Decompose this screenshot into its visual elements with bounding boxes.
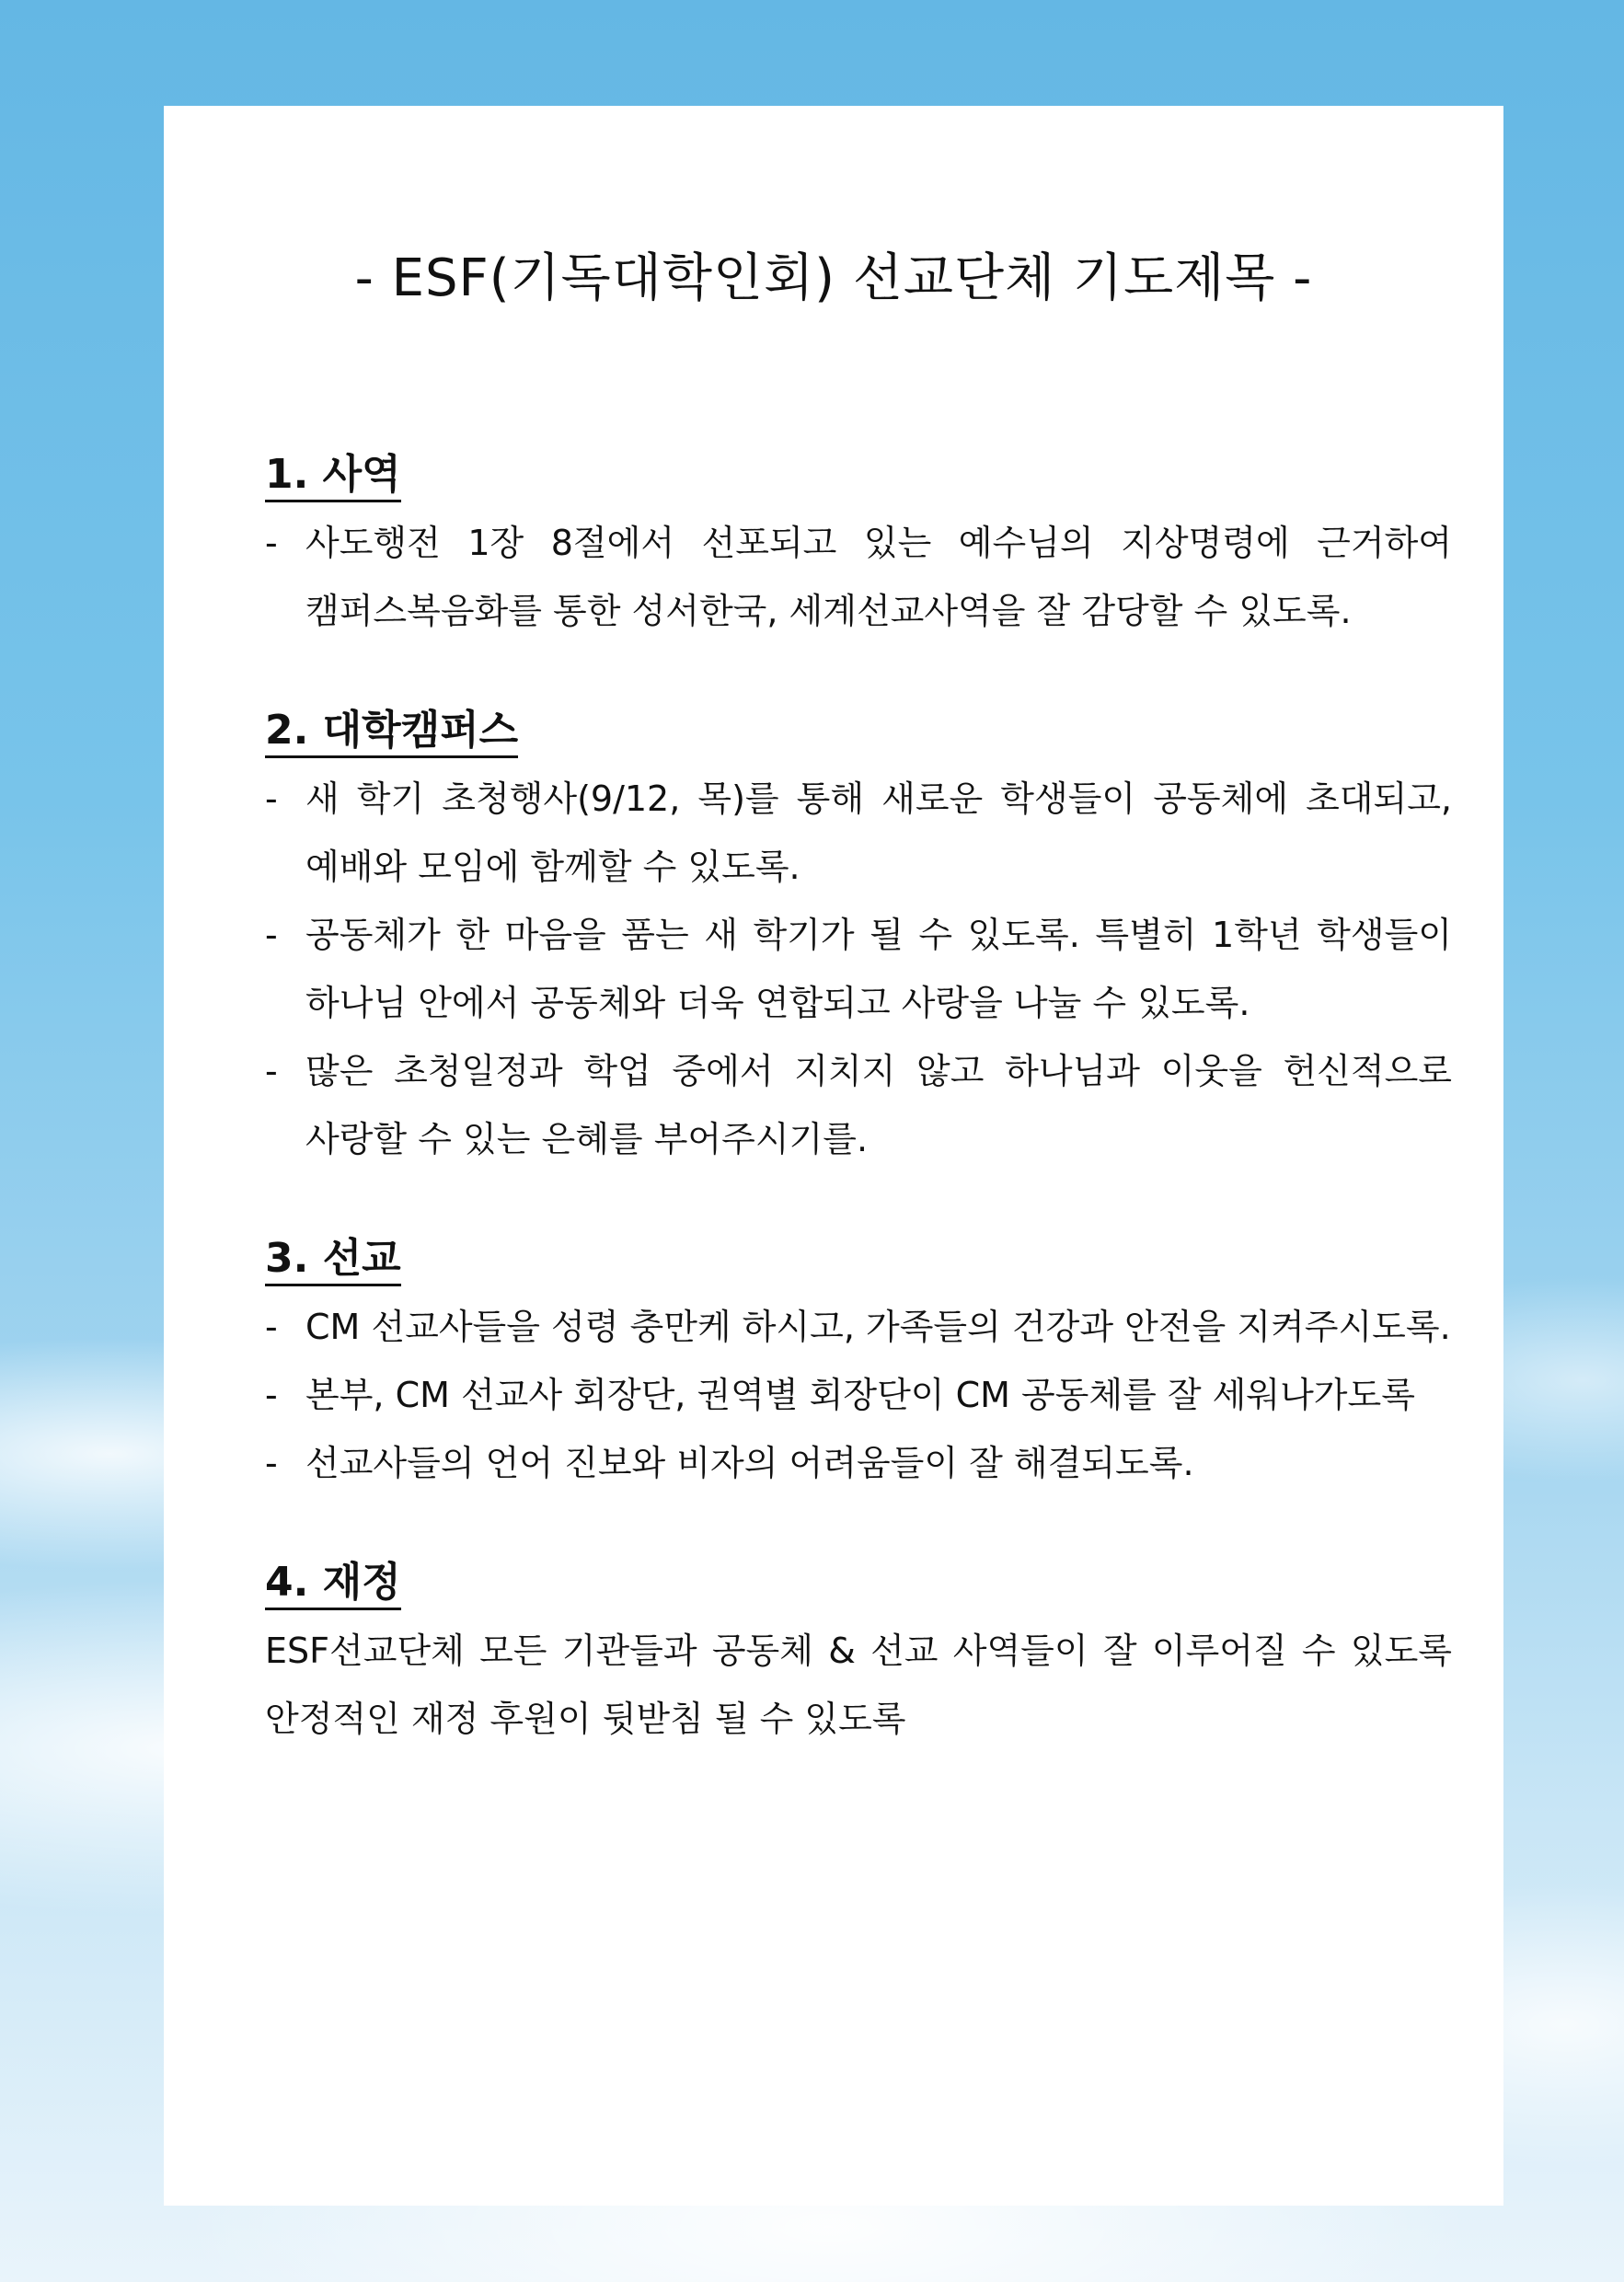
prayer-item-text: 사도행전 1장 8절에서 선포되고 있는 예수님의 지상명령에 근거하여 캠퍼스복음화를 통한 성서한국, 세계선교사역을 잘 감당할 수 있도록.	[305, 523, 1452, 631]
prayer-item-text: CM 선교사들을 성령 충만케 하시고, 가족들의 건강과 안전을 지켜주시도록.	[305, 1307, 1451, 1347]
section-heading: 2. 대학캠퍼스	[265, 702, 1452, 759]
section-ministry	[265, 446, 1452, 645]
prayer-item-text: 본부, CM 선교사 회장단, 권역별 회장단이 CM 공동체를 잘 세워나가도록	[305, 1375, 1415, 1415]
prayer-item	[265, 1037, 1452, 1173]
prayer-item-text: 선교사들의 언어 진보와 비자의 어려움들이 잘 해결되도록.	[305, 1443, 1194, 1483]
bullet-dash: -	[265, 915, 278, 955]
prayer-item-text: 새 학기 초청행사(9/12, 목)를 통해 새로운 학생들이 공동체에 초대되고, 예배와 모임에 함께할 수 있도록.	[305, 778, 1452, 887]
prayer-item	[265, 765, 1452, 901]
bullet-dash: -	[265, 523, 278, 563]
section-heading: 4. 재정	[265, 1554, 1452, 1611]
prayer-item-text: 많은 초청일정과 학업 중에서 지치지 않고 하나님과 이웃을 헌신적으로 사랑할 수 있는 은혜를 부어주시기를.	[305, 1051, 1452, 1159]
prayer-item	[265, 1361, 1452, 1429]
section-finance	[265, 1554, 1452, 1753]
prayer-item	[265, 1293, 1452, 1361]
prayer-item-text: 공동체가 한 마음을 품는 새 학기가 될 수 있도록. 특별히 1학년 학생들이 하나님 안에서 공동체와 더욱 연합되고 사랑을 나눌 수 있도록.	[305, 915, 1452, 1023]
prayer-item	[265, 1429, 1452, 1497]
section-heading: 3. 선교	[265, 1230, 1452, 1287]
section-mission	[265, 1230, 1452, 1497]
bullet-dash: -	[265, 778, 278, 819]
document-title: - ESF(기독대학인회) 선교단체 기도제목 -	[354, 248, 1313, 308]
document-page	[164, 106, 1503, 2206]
prayer-item	[265, 509, 1452, 645]
bullet-dash: -	[265, 1307, 278, 1347]
section-heading: 1. 사역	[265, 446, 1452, 503]
document-body	[265, 446, 1452, 1810]
section-campus	[265, 702, 1452, 1173]
bullet-dash: -	[265, 1375, 278, 1415]
bullet-dash: -	[265, 1051, 278, 1091]
finance-text: ESF선교단체 모든 기관들과 공동체 & 선교 사역들이 잘 이루어질 수 있도록 안정적인 재정 후원이 뒷받침 될 수 있도록	[265, 1631, 1452, 1739]
bullet-dash: -	[265, 1443, 278, 1483]
prayer-item	[265, 901, 1452, 1037]
